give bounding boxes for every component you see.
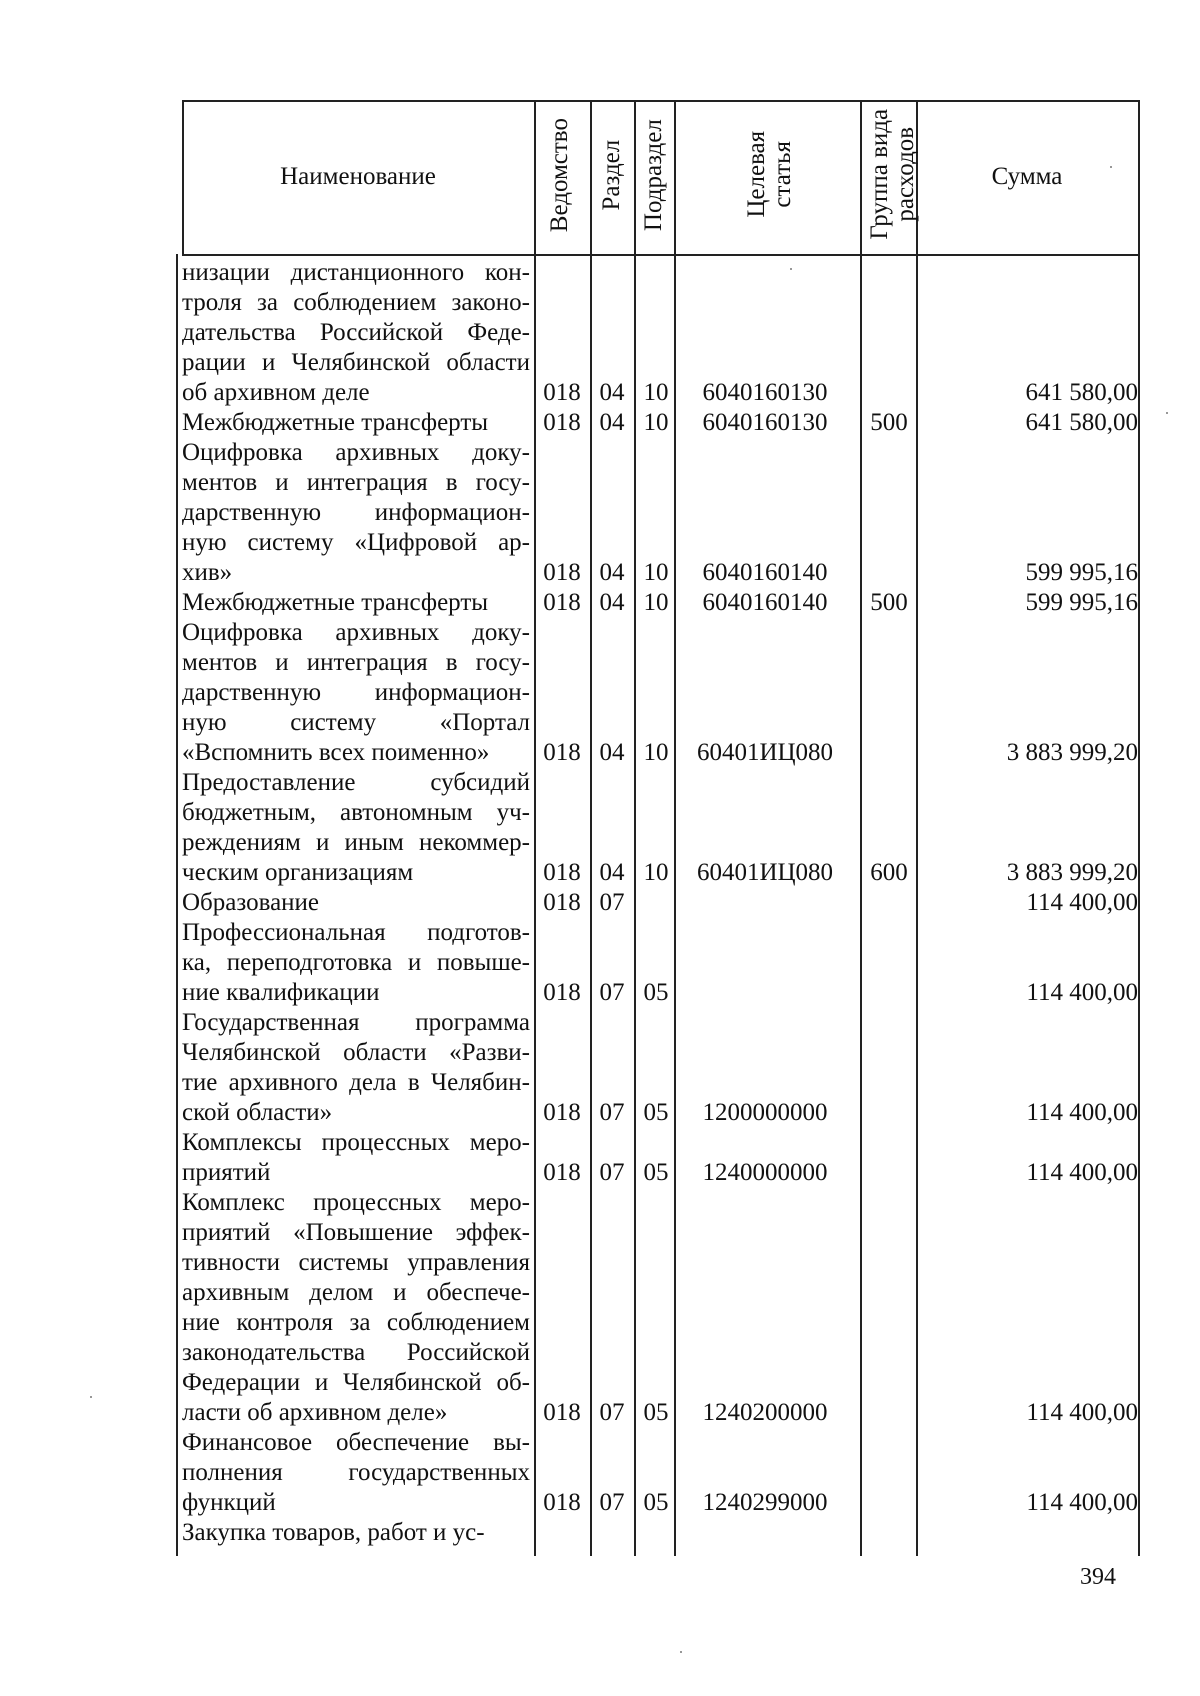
row-summa: 114 400,00: [1026, 1159, 1138, 1186]
row-name-line: ской области»: [182, 1099, 333, 1126]
row-gruppa: 600: [870, 859, 908, 886]
header-summa: Сумма: [991, 163, 1063, 190]
row-name: [182, 918, 530, 1008]
header-celevaya-line1: Целевая: [742, 130, 770, 218]
row-summa: 3 883 999,20: [1006, 739, 1138, 766]
row-razdel: 04: [599, 589, 625, 616]
row-name-line: дательства Российской Феде-: [182, 319, 530, 346]
row-name: [182, 618, 530, 768]
row-summa: 641 580,00: [1025, 409, 1138, 436]
row-name-line: дарственную информацион-: [182, 679, 530, 706]
header-gruppa: [867, 99, 920, 249]
row-summa: 599 995,16: [1025, 589, 1138, 616]
row-celevaya: 60401ИЦ080: [696, 859, 834, 886]
row-celevaya: 60401ИЦ080: [696, 739, 834, 766]
scan-speck: [680, 1651, 682, 1653]
row-name-line: тивности системы управления: [182, 1249, 530, 1276]
row-name-line: ментов и интеграция в госу-: [182, 649, 530, 676]
row-podrazdel: 10: [643, 739, 669, 766]
row-podrazdel: 05: [643, 1399, 669, 1426]
row-name-line: Образование: [182, 889, 320, 916]
row-celevaya: 6040160130: [702, 409, 828, 436]
table-row: [0, 438, 1200, 588]
scan-speck: [790, 268, 792, 270]
row-name: [182, 408, 530, 438]
row-summa: 114 400,00: [1026, 889, 1138, 916]
header-name: Наименование: [280, 163, 436, 190]
row-name-line: Финансовое обеспечение вы-: [182, 1429, 530, 1456]
row-name-line: Межбюджетные трансферты: [182, 409, 489, 436]
row-ved: 018: [543, 859, 581, 886]
row-razdel: 04: [599, 859, 625, 886]
row-name-line: бюджетным, автономным уч-: [182, 799, 530, 826]
row-ved: 018: [543, 889, 581, 916]
row-celevaya: 1240200000: [702, 1399, 828, 1426]
row-name-line: Межбюджетные трансферты: [182, 589, 489, 616]
row-celevaya: 6040160140: [702, 589, 828, 616]
row-gruppa: 500: [870, 589, 908, 616]
row-name-line: Федерации и Челябинской об-: [182, 1369, 530, 1396]
row-summa: 641 580,00: [1025, 379, 1138, 406]
table-row: [0, 258, 1200, 408]
row-name: [182, 438, 530, 588]
row-name: [182, 1518, 530, 1548]
row-podrazdel: 10: [643, 409, 669, 436]
row-summa: 114 400,00: [1026, 1099, 1138, 1126]
row-gruppa: 500: [870, 409, 908, 436]
row-name-line: низации дистанционного кон-: [182, 259, 530, 286]
row-ved: 018: [543, 1489, 581, 1516]
row-ved: 018: [543, 559, 581, 586]
row-razdel: 07: [599, 1489, 625, 1516]
row-ved: 018: [543, 1099, 581, 1126]
row-razdel: 04: [599, 409, 625, 436]
row-name-line: Комплексы процессных меро-: [182, 1129, 530, 1156]
row-name: [182, 1008, 530, 1128]
row-name-line: ческим организациям: [182, 859, 414, 886]
row-summa: 599 995,16: [1025, 559, 1138, 586]
row-name-line: тие архивного дела в Челябин-: [182, 1069, 530, 1096]
header-ved: Ведомство: [545, 118, 573, 233]
row-name-line: ную систему «Цифровой ар-: [182, 529, 530, 556]
row-name-line: приятий: [182, 1159, 271, 1186]
row-name-line: Комплекс процессных меро-: [182, 1189, 530, 1216]
row-summa: 114 400,00: [1026, 1489, 1138, 1516]
row-razdel: 07: [599, 1399, 625, 1426]
table-row: [0, 408, 1200, 438]
scan-speck: [90, 1396, 92, 1398]
row-podrazdel: 10: [643, 559, 669, 586]
table-row: [0, 588, 1200, 618]
table-row: [0, 1518, 1200, 1548]
table-row: [0, 1008, 1200, 1128]
row-razdel: 07: [599, 979, 625, 1006]
row-podrazdel: 10: [643, 379, 669, 406]
row-razdel: 07: [599, 889, 625, 916]
header-razdel: Раздел: [597, 139, 625, 211]
row-name-line: Оцифровка архивных доку-: [182, 619, 530, 646]
row-ved: 018: [543, 589, 581, 616]
row-name: [182, 1128, 530, 1188]
row-summa: 3 883 999,20: [1006, 859, 1138, 886]
scan-speck: [1166, 412, 1168, 414]
row-razdel: 04: [599, 559, 625, 586]
row-name-line: приятий «Повышение эффек-: [182, 1219, 530, 1246]
row-name-line: ние контроля за соблюдением: [182, 1309, 530, 1336]
row-podrazdel: 10: [643, 859, 669, 886]
row-name: [182, 1188, 530, 1428]
row-name-line: «Вспомнить всех поименно»: [182, 739, 490, 766]
scan-speck: [1110, 166, 1112, 168]
row-name-line: законодательства Российской: [182, 1339, 530, 1366]
row-ved: 018: [543, 409, 581, 436]
row-name-line: хив»: [182, 559, 233, 586]
row-podrazdel: 10: [643, 589, 669, 616]
table-top-border: [182, 100, 1138, 102]
row-ved: 018: [543, 979, 581, 1006]
row-name-line: ние квалификации: [182, 979, 380, 1006]
row-razdel: 07: [599, 1099, 625, 1126]
row-name-line: ментов и интеграция в госу-: [182, 469, 530, 496]
row-name-line: Закупка товаров, работ и ус-: [182, 1519, 485, 1546]
row-name-line: реждениям и иным некоммер-: [182, 829, 530, 856]
row-name-line: Государственная программа: [182, 1009, 530, 1036]
header-gruppa-line1: Группа вида: [865, 108, 893, 240]
row-name: [182, 1428, 530, 1518]
row-name-line: Предоставление субсидий: [182, 769, 530, 796]
row-name: [182, 258, 530, 408]
table-row: [0, 1188, 1200, 1428]
row-name: [182, 768, 530, 888]
row-summa: 114 400,00: [1026, 1399, 1138, 1426]
row-name-line: троля за соблюдением законо-: [182, 289, 530, 316]
row-name: [182, 588, 530, 618]
row-name-line: ную систему «Портал: [182, 709, 530, 736]
row-celevaya: 6040160140: [702, 559, 828, 586]
row-celevaya: 1240299000: [702, 1489, 828, 1516]
row-name-line: ка, переподготовка и повыше-: [182, 949, 530, 976]
table-row: [0, 768, 1200, 888]
table-row: [0, 918, 1200, 1008]
header-celevaya: [744, 104, 797, 244]
table-row: [0, 1128, 1200, 1188]
row-razdel: 04: [599, 739, 625, 766]
row-name-line: Профессиональная подготов-: [182, 919, 530, 946]
row-name-line: об архивном деле: [182, 379, 370, 406]
row-name-line: архивным делом и обеспече-: [182, 1279, 530, 1306]
row-celevaya: 1240000000: [702, 1159, 828, 1186]
header-gruppa-line2: расходов: [892, 126, 919, 222]
row-name-line: Челябинской области «Разви-: [182, 1039, 530, 1066]
row-podrazdel: 05: [643, 1099, 669, 1126]
table-row: [0, 888, 1200, 918]
row-ved: 018: [543, 739, 581, 766]
header-bottom-border: [182, 254, 1138, 256]
row-summa: 114 400,00: [1026, 979, 1138, 1006]
row-podrazdel: 05: [643, 1489, 669, 1516]
row-celevaya: 6040160130: [702, 379, 828, 406]
row-razdel: 07: [599, 1159, 625, 1186]
row-podrazdel: 05: [643, 979, 669, 1006]
header-podrazdel: Подраздел: [639, 119, 667, 232]
row-name-line: ласти об архивном деле»: [182, 1399, 448, 1426]
row-name-line: полнения государственных: [182, 1459, 530, 1486]
header-celevaya-line2: статья: [769, 140, 796, 208]
row-ved: 018: [543, 379, 581, 406]
page-number: 394: [1080, 1564, 1116, 1590]
row-name-line: функций: [182, 1489, 276, 1516]
row-name-line: Оцифровка архивных доку-: [182, 439, 530, 466]
row-ved: 018: [543, 1159, 581, 1186]
row-razdel: 04: [599, 379, 625, 406]
row-name-line: дарственную информацион-: [182, 499, 530, 526]
row-ved: 018: [543, 1399, 581, 1426]
row-name-line: рации и Челябинской области: [182, 349, 530, 376]
row-name: [182, 888, 530, 918]
table-row: [0, 1428, 1200, 1518]
table-row: [0, 618, 1200, 768]
row-celevaya: 1200000000: [702, 1099, 828, 1126]
row-podrazdel: 05: [643, 1159, 669, 1186]
